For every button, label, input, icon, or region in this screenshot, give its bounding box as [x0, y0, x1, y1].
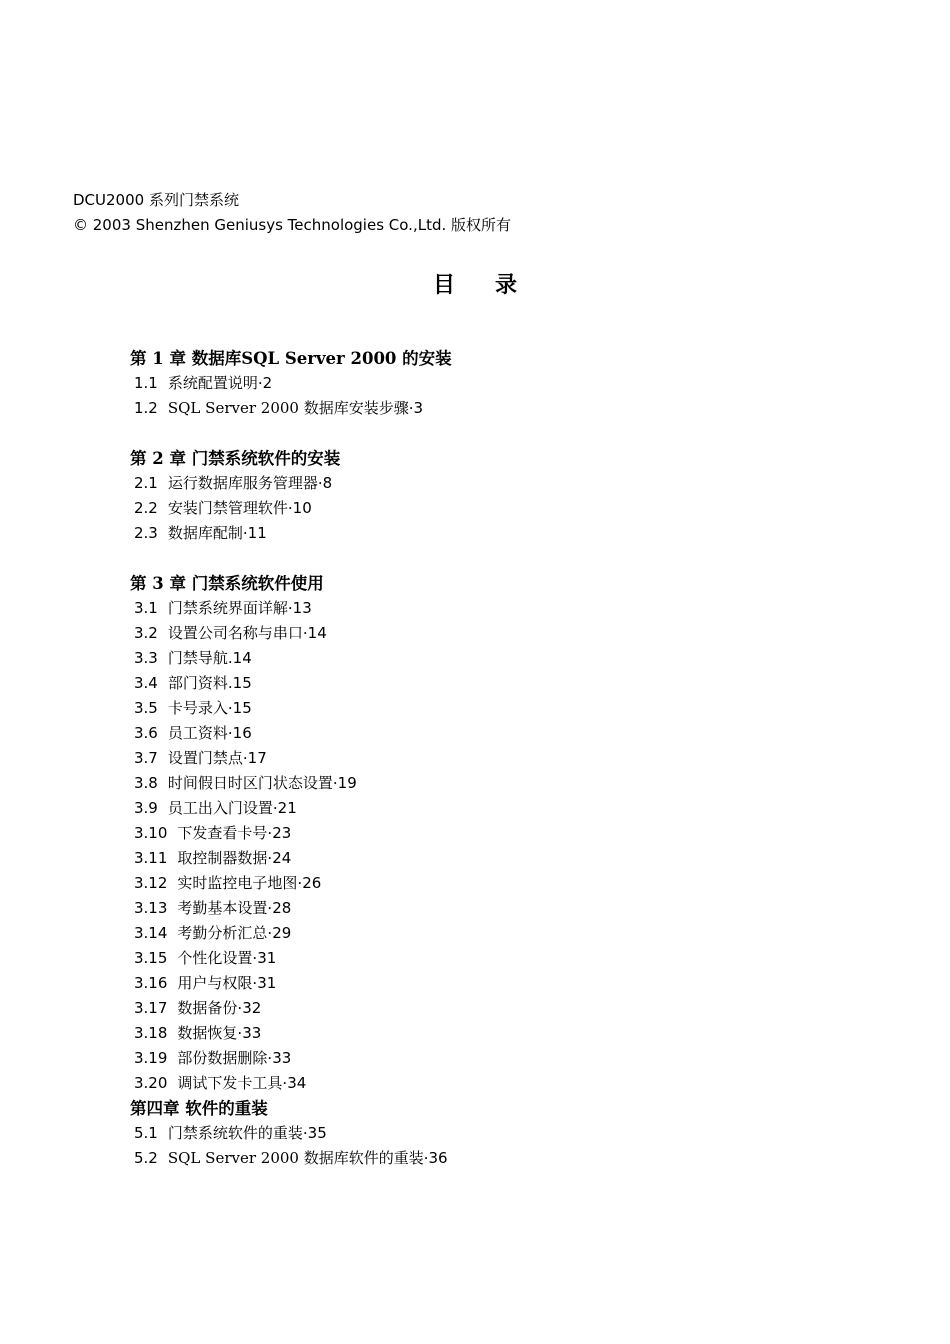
entry-label: 员工资料 — [167, 724, 228, 742]
entry-page-number: 16 — [232, 724, 252, 742]
toc-entry[interactable] — [130, 846, 790, 871]
toc-entry[interactable] — [130, 396, 790, 421]
toc-entry[interactable] — [130, 946, 790, 971]
entry-page-number: 31 — [257, 974, 277, 992]
entry-number: 3.12 — [134, 874, 168, 892]
entry-leader-dots: · — [317, 474, 323, 492]
entry-label: 部门资料 — [167, 674, 228, 692]
entry-leader-dots: · — [267, 1049, 273, 1067]
entry-number: 3.8 — [134, 774, 158, 792]
entry-leader-dots: · — [287, 599, 293, 617]
toc-title: 目录 — [432, 272, 557, 298]
chapter-heading: 第 3 章 门禁系统软件使用 — [130, 574, 324, 593]
entry-label: SQL Server 2000 数据库安装步骤 — [167, 399, 409, 417]
entry-number: 3.13 — [134, 899, 168, 917]
entry-number: 3.7 — [134, 749, 158, 767]
entry-page-number: 11 — [247, 524, 267, 542]
entry-page-number: 8 — [322, 474, 333, 492]
entry-number: 3.11 — [134, 849, 168, 867]
entry-leader-dots: · — [227, 724, 233, 742]
entry-page-number: 2 — [262, 374, 273, 392]
chapter-heading: 第四章 软件的重装 — [130, 1099, 268, 1118]
chapter-heading: 第 1 章 数据库SQL Server 2000 的安装 — [130, 349, 452, 368]
entry-leader-dots: · — [267, 899, 273, 917]
entry-label: 设置门禁点 — [167, 749, 243, 767]
entry-page-number: 19 — [337, 774, 357, 792]
document-header — [73, 188, 511, 238]
entry-label: 运行数据库服务管理器 — [167, 474, 318, 492]
entry-page-number: 29 — [272, 924, 292, 942]
entry-number: 2.1 — [134, 474, 158, 492]
entry-number: 3.14 — [134, 924, 168, 942]
toc-entry[interactable] — [130, 696, 790, 721]
toc-entry[interactable] — [130, 796, 790, 821]
entry-leader-dots: · — [252, 949, 258, 967]
entry-leader-dots: · — [257, 374, 263, 392]
toc-entry[interactable] — [130, 771, 790, 796]
entry-page-number: 21 — [277, 799, 297, 817]
entry-leader-dots: · — [332, 774, 338, 792]
entry-label: 取控制器数据 — [177, 849, 268, 867]
entry-number: 3.16 — [134, 974, 168, 992]
toc-entry[interactable] — [130, 646, 790, 671]
toc-entry[interactable] — [130, 1071, 790, 1096]
entry-label: SQL Server 2000 数据库软件的重装 — [167, 1149, 424, 1167]
entry-page-number: 13 — [292, 599, 312, 617]
entry-page-number: 33 — [242, 1024, 262, 1042]
toc-entry[interactable] — [130, 1021, 790, 1046]
entry-leader-dots: · — [267, 924, 273, 942]
entry-leader-dots: · — [227, 699, 233, 717]
toc-entry[interactable] — [130, 521, 790, 546]
entry-label: 下发查看卡号 — [177, 824, 268, 842]
toc-entry[interactable] — [130, 1146, 790, 1171]
entry-page-number: 17 — [247, 749, 267, 767]
entry-number: 3.19 — [134, 1049, 168, 1067]
entry-number: 3.3 — [134, 649, 158, 667]
entry-label: 门禁系统软件的重装 — [167, 1124, 303, 1142]
toc-entry[interactable] — [130, 471, 790, 496]
entry-leader-dots: · — [423, 1149, 429, 1167]
entry-number: 3.15 — [134, 949, 168, 967]
entry-leader-dots: · — [242, 524, 248, 542]
entry-leader-dots: · — [252, 974, 258, 992]
entry-leader-dots: · — [267, 849, 273, 867]
toc-entry[interactable] — [130, 871, 790, 896]
entry-page-number: 24 — [272, 849, 292, 867]
entry-leader-dots: · — [408, 399, 414, 417]
entry-page-number: 23 — [272, 824, 292, 842]
entry-number: 3.9 — [134, 799, 158, 817]
entry-label: 员工出入门设置 — [167, 799, 273, 817]
toc-entry[interactable] — [130, 1121, 790, 1146]
toc-entry[interactable] — [130, 921, 790, 946]
entry-number: 3.18 — [134, 1024, 168, 1042]
entry-page-number: 36 — [428, 1149, 448, 1167]
entry-page-number: 31 — [257, 949, 277, 967]
entry-leader-dots: · — [237, 999, 243, 1017]
toc-entry[interactable] — [130, 496, 790, 521]
entry-number: 3.2 — [134, 624, 158, 642]
entry-label: 用户与权限 — [177, 974, 253, 992]
entry-number: 3.17 — [134, 999, 168, 1017]
toc-entry[interactable] — [130, 596, 790, 621]
entry-label: 卡号录入 — [167, 699, 228, 717]
entry-number: 3.5 — [134, 699, 158, 717]
entry-number: 1.2 — [134, 399, 158, 417]
entry-label: 系统配置说明 — [167, 374, 258, 392]
entry-number: 3.10 — [134, 824, 168, 842]
entry-leader-dots: · — [302, 1124, 308, 1142]
entry-page-number: 32 — [242, 999, 262, 1017]
toc-entry[interactable] — [130, 371, 790, 396]
entry-label: 考勤基本设置 — [177, 899, 268, 917]
entry-leader-dots: · — [282, 1074, 288, 1092]
toc-entry[interactable] — [130, 996, 790, 1021]
entry-label: 安装门禁管理软件 — [167, 499, 288, 517]
toc-entry[interactable] — [130, 671, 790, 696]
entry-page-number: 28 — [272, 899, 292, 917]
entry-leader-dots: · — [237, 1024, 243, 1042]
entry-number: 3.1 — [134, 599, 158, 617]
entry-leader-dots: · — [302, 624, 308, 642]
entry-page-number: 3 — [413, 399, 424, 417]
entry-page-number: 14 — [307, 624, 327, 642]
entry-label: 门禁系统界面详解 — [167, 599, 288, 617]
product-name: DCU2000 系列门禁系统 — [73, 191, 239, 209]
entry-page-number: 15 — [232, 674, 252, 692]
entry-page-number: 34 — [287, 1074, 307, 1092]
entry-number: 5.1 — [134, 1124, 158, 1142]
toc-entry[interactable] — [130, 896, 790, 921]
entry-leader-dots: · — [297, 874, 303, 892]
chapter-heading: 第 2 章 门禁系统软件的安装 — [130, 449, 341, 468]
toc-entry[interactable] — [130, 746, 790, 771]
entry-number: 5.2 — [134, 1149, 158, 1167]
entry-label: 调试下发卡工具 — [177, 1074, 283, 1092]
entry-label: 考勤分析汇总 — [177, 924, 268, 942]
entry-page-number: 10 — [292, 499, 312, 517]
toc-entry[interactable] — [130, 821, 790, 846]
entry-page-number: 33 — [272, 1049, 292, 1067]
entry-number: 2.3 — [134, 524, 158, 542]
entry-leader-dots: · — [242, 749, 248, 767]
entry-page-number: 15 — [232, 699, 252, 717]
entry-number: 3.20 — [134, 1074, 168, 1092]
copyright-notice: © 2003 Shenzhen Geniusys Technologies Co.,Ltd. 版权所有 — [73, 216, 512, 234]
entry-label: 设置公司名称与串口 — [167, 624, 303, 642]
toc-entry[interactable] — [130, 721, 790, 746]
entry-leader-dots: · — [287, 499, 293, 517]
toc-entry[interactable] — [130, 1046, 790, 1071]
entry-leader-dots: · — [272, 799, 278, 817]
entry-label: 数据库配制 — [167, 524, 243, 542]
entry-label: 部份数据删除 — [177, 1049, 268, 1067]
entry-number: 3.4 — [134, 674, 158, 692]
toc-entry[interactable] — [130, 621, 790, 646]
table-of-contents — [130, 346, 790, 1171]
entry-label: 时间假日时区门状态设置 — [167, 774, 333, 792]
entry-label: 门禁导航 — [167, 649, 228, 667]
entry-leader-dots: . — [227, 674, 233, 692]
toc-entry[interactable] — [130, 971, 790, 996]
entry-leader-dots: · — [267, 824, 273, 842]
entry-label: 数据恢复 — [177, 1024, 238, 1042]
entry-label: 个性化设置 — [177, 949, 253, 967]
entry-number: 3.6 — [134, 724, 158, 742]
entry-number: 1.1 — [134, 374, 158, 392]
entry-page-number: 35 — [307, 1124, 327, 1142]
entry-number: 2.2 — [134, 499, 158, 517]
entry-label: 数据备份 — [177, 999, 238, 1017]
entry-leader-dots: . — [227, 649, 233, 667]
entry-page-number: 14 — [232, 649, 252, 667]
entry-label: 实时监控电子地图 — [177, 874, 298, 892]
entry-page-number: 26 — [302, 874, 322, 892]
